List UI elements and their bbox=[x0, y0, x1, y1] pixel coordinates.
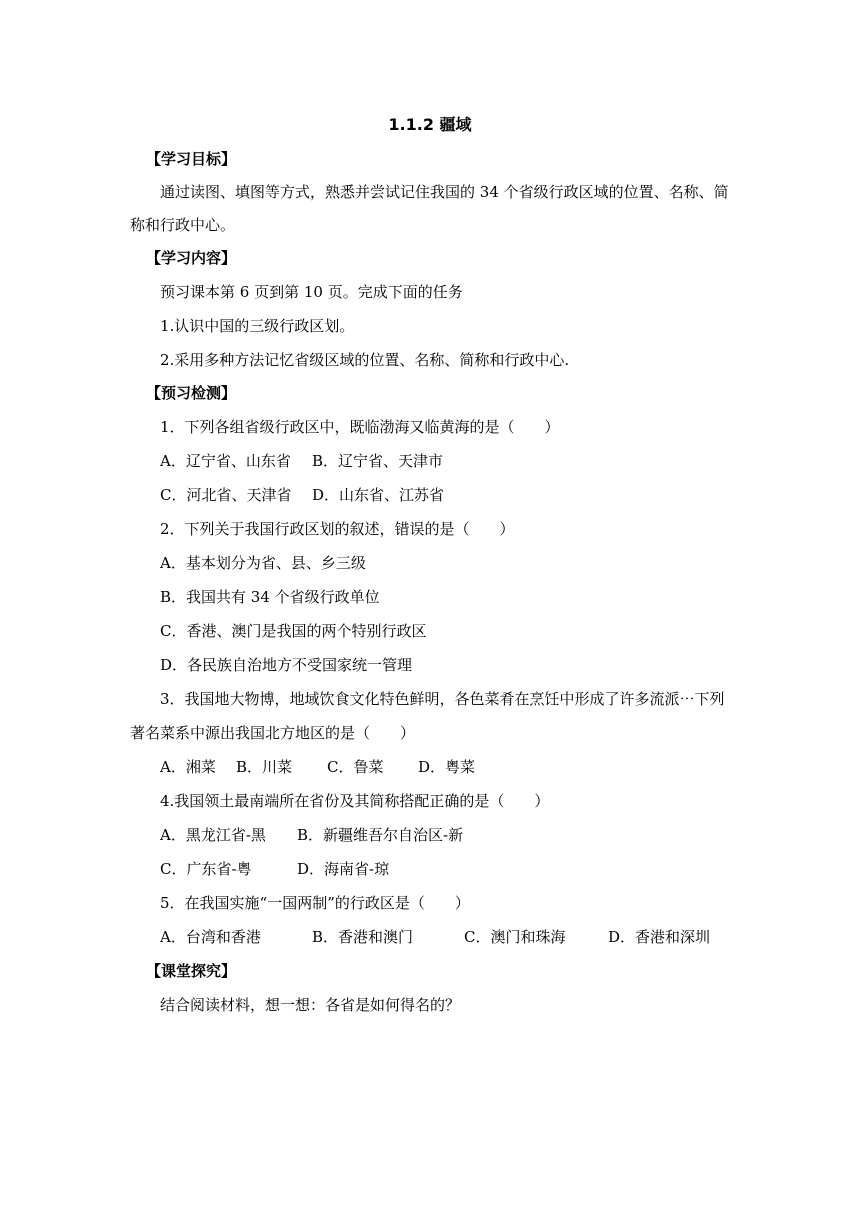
learning-goal-text-line2: 称和行政中心。 bbox=[130, 216, 236, 234]
question-3-option-c: C．鲁菜 bbox=[327, 758, 384, 776]
document-title: 1.1.2 疆域 bbox=[388, 115, 472, 134]
question-4-option-c: C．广东省-粤 bbox=[160, 860, 252, 878]
question-1-option-c: C．河北省、天津省 bbox=[160, 486, 292, 504]
question-5-option-b: B．香港和澳门 bbox=[312, 928, 414, 946]
question-2-option-c: C．香港、澳门是我国的两个特别行政区 bbox=[160, 622, 427, 640]
learning-goal-text-line1: 通过读图、填图等方式，熟悉并尝试记住我国的 34 个省级行政区域的位置、名称、简 bbox=[160, 183, 729, 201]
question-5-option-c: C．澳门和珠海 bbox=[464, 928, 566, 946]
learning-content-line3: 2.采用多种方法记忆省级区域的位置、名称、简称和行政中心. bbox=[160, 351, 570, 369]
preview-check-heading: 【预习检测】 bbox=[146, 384, 237, 402]
question-3-stem-line1: 3．我国地大物博，地域饮食文化特色鲜明，各色菜肴在烹饪中形成了许多流派⋯下列 bbox=[160, 690, 725, 708]
question-1-stem: 1．下列各组省级行政区中，既临渤海又临黄海的是（ ） bbox=[160, 418, 560, 436]
question-2-option-a: A．基本划分为省、县、乡三级 bbox=[160, 554, 366, 572]
question-4-option-b: B．新疆维吾尔自治区-新 bbox=[297, 826, 464, 844]
question-5-option-d: D．香港和深圳 bbox=[608, 928, 711, 946]
learning-content-heading: 【学习内容】 bbox=[146, 249, 237, 267]
question-4-option-a: A．黑龙江省-黑 bbox=[160, 826, 266, 844]
question-4-option-d: D．海南省-琼 bbox=[297, 860, 390, 878]
question-5-stem: 5．在我国实施“一国两制”的行政区是（ ） bbox=[160, 894, 470, 912]
question-1-option-b: B．辽宁省、天津市 bbox=[312, 452, 444, 470]
question-5-option-a: A．台湾和香港 bbox=[160, 928, 261, 946]
question-2-option-d: D．各民族自治地方不受国家统一管理 bbox=[160, 656, 413, 674]
class-explore-text: 结合阅读材料，想一想：各省是如何得名的？ bbox=[160, 996, 461, 1014]
question-1-option-d: D．山东省、江苏省 bbox=[312, 486, 445, 504]
question-1-option-a: A．辽宁省、山东省 bbox=[160, 452, 291, 470]
learning-goal-heading: 【学习目标】 bbox=[146, 150, 237, 168]
question-3-option-d: D．粤菜 bbox=[418, 758, 476, 776]
question-3-option-a: A．湘菜 bbox=[160, 758, 216, 776]
learning-content-line2: 1.认识中国的三级行政区划。 bbox=[160, 317, 355, 335]
question-3-stem-line2: 著名菜系中源出我国北方地区的是（ ） bbox=[130, 724, 416, 742]
question-2-stem: 2．下列关于我国行政区划的叙述，错误的是（ ） bbox=[160, 520, 515, 538]
question-3-option-b: B．川菜 bbox=[236, 758, 293, 776]
learning-content-line1: 预习课本第 6 页到第 10 页。完成下面的任务 bbox=[160, 283, 463, 301]
class-explore-heading: 【课堂探究】 bbox=[146, 962, 237, 980]
question-2-option-b: B．我国共有 34 个省级行政单位 bbox=[160, 588, 380, 606]
question-4-stem: 4.我国领土最南端所在省份及其简称搭配正确的是（ ） bbox=[160, 792, 550, 810]
